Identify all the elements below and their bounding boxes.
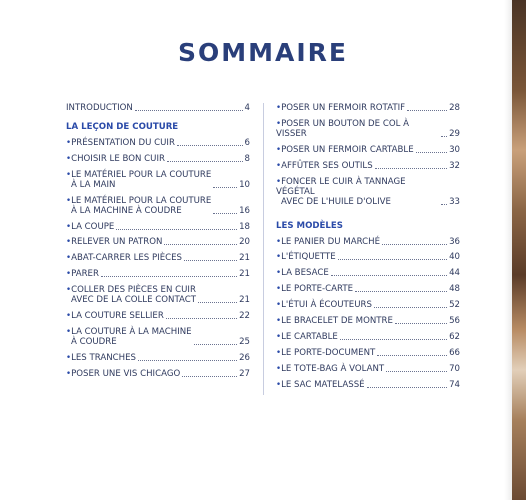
toc-entry-page: 33 bbox=[449, 196, 460, 207]
toc-entry[interactable] bbox=[276, 268, 460, 278]
column-divider bbox=[263, 103, 264, 395]
dot-leader bbox=[164, 244, 237, 245]
toc-entry-page: 10 bbox=[239, 179, 250, 190]
toc-entry-label-text: LE PORTE-CARTE bbox=[281, 284, 354, 295]
toc-entry-label bbox=[66, 154, 165, 164]
toc-entry-label-text: L'ÉTIQUETTE bbox=[281, 252, 336, 263]
dot-leader bbox=[441, 136, 447, 137]
toc-entry-label bbox=[66, 253, 182, 263]
toc-entry-page: 70 bbox=[449, 363, 460, 374]
bullet-icon: • bbox=[66, 169, 72, 180]
toc-entry-label bbox=[276, 145, 414, 155]
toc-entry[interactable] bbox=[276, 332, 460, 342]
toc-entry-label-text: L'ÉTUI À ÉCOUTEURS bbox=[281, 300, 372, 311]
toc-list-lecon bbox=[66, 138, 250, 379]
section-heading-lecon: LA LEÇON DE COUTURE bbox=[66, 122, 179, 132]
toc-entry[interactable] bbox=[66, 253, 250, 263]
toc-entry-label-text: CHOISIR LE BON CUIR bbox=[71, 153, 165, 164]
dot-leader bbox=[407, 110, 447, 111]
bullet-icon: • bbox=[276, 347, 282, 358]
toc-entry-label-text: LE PANIER DU MARCHÉ bbox=[281, 236, 381, 247]
toc-entry[interactable] bbox=[276, 284, 460, 294]
toc-entry-label bbox=[276, 237, 380, 247]
toc-entry-label bbox=[276, 103, 405, 113]
toc-entry-label-text: LE BRACELET DE MONTRE bbox=[281, 316, 393, 327]
toc-list-modeles bbox=[276, 237, 460, 390]
dot-leader bbox=[194, 344, 237, 345]
toc-entry-label-text: PARER bbox=[71, 269, 99, 280]
dot-leader bbox=[377, 355, 447, 356]
toc-entry-page: 66 bbox=[449, 347, 460, 358]
toc-entry-page: 28 bbox=[449, 103, 460, 113]
bullet-icon: • bbox=[66, 153, 72, 164]
toc-left-column bbox=[66, 103, 250, 385]
toc-entry-label bbox=[276, 380, 365, 390]
bullet-icon: • bbox=[66, 368, 72, 379]
toc-entry-label bbox=[276, 316, 393, 326]
bullet-icon: • bbox=[66, 285, 72, 296]
dot-leader bbox=[382, 244, 447, 245]
toc-entry-label bbox=[66, 353, 136, 363]
toc-entry-label bbox=[276, 177, 439, 207]
toc-entry-page: 25 bbox=[239, 336, 250, 347]
toc-entry-label-line1: LE MATÉRIEL POUR LA COUTURE bbox=[71, 169, 212, 180]
toc-entry-page: 20 bbox=[239, 237, 250, 248]
bullet-icon: • bbox=[66, 221, 72, 232]
bullet-icon: • bbox=[66, 237, 72, 248]
toc-entry[interactable] bbox=[276, 145, 460, 155]
toc-entry-page: 30 bbox=[449, 144, 460, 155]
toc-entry-label bbox=[66, 269, 99, 279]
bullet-icon: • bbox=[66, 326, 72, 337]
toc-entry-label-text: PRÉSENTATION DU CUIR bbox=[71, 138, 175, 148]
toc-entry-label-text: LE CARTABLE bbox=[281, 331, 338, 342]
dot-leader bbox=[213, 213, 237, 214]
toc-entry[interactable] bbox=[66, 222, 250, 232]
bullet-icon: • bbox=[276, 118, 282, 129]
toc-entry-label-line1: LA COUTURE À LA MACHINE bbox=[71, 326, 192, 337]
toc-entry-page: 62 bbox=[449, 331, 460, 342]
toc-entry-label bbox=[66, 285, 196, 305]
toc-entry-label-line2: À LA MACHINE À COUDRE bbox=[71, 205, 182, 216]
bullet-icon: • bbox=[276, 300, 282, 311]
toc-entry-label bbox=[66, 222, 114, 232]
toc-entry-label-text: ABAT-CARRER LES PIÈCES bbox=[71, 253, 183, 264]
toc-entry-page: 26 bbox=[239, 352, 250, 363]
toc-entry-page: 16 bbox=[239, 205, 250, 216]
bullet-icon: • bbox=[276, 252, 282, 263]
bullet-icon: • bbox=[276, 331, 282, 342]
dot-leader bbox=[166, 318, 237, 319]
toc-entry[interactable] bbox=[276, 252, 460, 262]
toc-entry[interactable] bbox=[66, 138, 250, 148]
toc-entry-label-text: POSER UN FERMOIR ROTATIF bbox=[281, 103, 406, 113]
bullet-icon: • bbox=[276, 379, 282, 390]
section-heading-modeles: LES MODÈLES bbox=[276, 220, 343, 231]
toc-entry-page: 18 bbox=[239, 221, 250, 232]
toc-entry-label bbox=[276, 364, 384, 374]
toc-entry-page: 4 bbox=[244, 103, 250, 113]
toc-entry-label-text: LE SAC MATELASSÉ bbox=[281, 379, 365, 390]
toc-entry[interactable] bbox=[66, 311, 250, 321]
dot-leader bbox=[416, 152, 447, 153]
toc-entry[interactable] bbox=[276, 364, 460, 374]
toc-entry[interactable] bbox=[276, 300, 460, 310]
dot-leader bbox=[101, 276, 237, 277]
dot-leader bbox=[395, 323, 447, 324]
toc-entry-label-text: LE TOTE-BAG À VOLANT bbox=[281, 363, 385, 374]
bullet-icon: • bbox=[66, 138, 72, 148]
toc-entry-label: INTRODUCTION bbox=[66, 103, 133, 113]
toc-entry-page: 21 bbox=[239, 295, 250, 306]
bullet-icon: • bbox=[276, 268, 282, 279]
toc-entry-label bbox=[66, 138, 175, 148]
dot-leader bbox=[367, 387, 447, 388]
dot-leader bbox=[331, 275, 447, 276]
toc-entry[interactable] bbox=[276, 316, 460, 326]
bullet-icon: • bbox=[66, 352, 72, 363]
toc-entry-label-text: LA COUTURE SELLIER bbox=[71, 311, 164, 322]
toc-entry-label-text: POSER UN FERMOIR CARTABLE bbox=[281, 144, 414, 155]
toc-entry-label bbox=[66, 311, 164, 321]
toc-entry-label-line2: AVEC DE LA COLLE CONTACT bbox=[71, 295, 196, 306]
toc-entry[interactable] bbox=[276, 380, 460, 390]
toc-entry[interactable] bbox=[66, 327, 250, 347]
toc-entry-page: 29 bbox=[449, 128, 460, 139]
bullet-icon: • bbox=[66, 311, 72, 322]
toc-entry-label bbox=[276, 252, 336, 262]
toc-entry-label bbox=[276, 284, 353, 294]
page-shadow bbox=[504, 0, 512, 500]
toc-entry[interactable] bbox=[66, 170, 250, 190]
toc-entry[interactable] bbox=[276, 177, 460, 207]
toc-entry-label-text: POSER UN BOUTON DE COL À VISSER bbox=[276, 118, 409, 139]
background-photo-edge bbox=[512, 0, 526, 500]
toc-entry-label-text: LE PORTE-DOCUMENT bbox=[281, 347, 376, 358]
toc-entry-label bbox=[66, 196, 211, 216]
dot-leader bbox=[375, 168, 447, 169]
toc-entry-label bbox=[276, 119, 439, 139]
toc-entry[interactable] bbox=[276, 161, 460, 171]
toc-entry-page: 48 bbox=[449, 284, 460, 295]
dot-leader bbox=[213, 187, 237, 188]
dot-leader bbox=[182, 376, 237, 377]
bullet-icon: • bbox=[276, 160, 282, 171]
toc-entry-page: 56 bbox=[449, 316, 460, 327]
toc-entry-label bbox=[66, 237, 162, 247]
dot-leader bbox=[198, 302, 237, 303]
dot-leader bbox=[167, 161, 243, 162]
toc-entry-page: 6 bbox=[244, 138, 250, 148]
dot-leader bbox=[184, 260, 237, 261]
toc-entry-label-line1: LE MATÉRIEL POUR LA COUTURE bbox=[71, 195, 212, 206]
dot-leader bbox=[177, 145, 243, 146]
toc-entry[interactable] bbox=[276, 103, 460, 113]
toc-entry[interactable] bbox=[66, 196, 250, 216]
bullet-icon: • bbox=[66, 269, 72, 280]
toc-entry-introduction[interactable] bbox=[66, 103, 250, 113]
toc-entry-label bbox=[66, 170, 211, 190]
toc-entry[interactable] bbox=[276, 348, 460, 358]
toc-entry-label bbox=[276, 332, 338, 342]
toc-entry-label bbox=[66, 369, 180, 379]
bullet-icon: • bbox=[276, 144, 282, 155]
toc-list-lecon-continued bbox=[276, 103, 460, 207]
toc-entry-page: 44 bbox=[449, 268, 460, 279]
toc-entry-label-line2: À LA MAIN bbox=[71, 179, 116, 190]
dot-leader bbox=[338, 259, 447, 260]
toc-entry-label bbox=[276, 348, 375, 358]
toc-entry-page: 32 bbox=[449, 160, 460, 171]
toc-entry-label-line2: AVEC DE L'HUILE D'OLIVE bbox=[281, 196, 391, 207]
dot-leader bbox=[116, 229, 237, 230]
bullet-icon: • bbox=[276, 284, 282, 295]
toc-entry-label-line1: FONCER LE CUIR À TANNAGE VÉGÉTAL bbox=[276, 176, 406, 197]
dot-leader bbox=[340, 339, 447, 340]
toc-entry-label-text: AFFÛTER SES OUTILS bbox=[281, 160, 373, 171]
toc-entry-label-line2: À COUDRE bbox=[71, 336, 117, 347]
toc-entry-page: 40 bbox=[449, 252, 460, 263]
toc-entry-page: 52 bbox=[449, 300, 460, 311]
dot-leader bbox=[355, 291, 447, 292]
toc-entry-label-line1: COLLER DES PIÈCES EN CUIR bbox=[71, 285, 196, 296]
bullet-icon: • bbox=[276, 236, 282, 247]
toc-entry-label bbox=[276, 300, 372, 310]
bullet-icon: • bbox=[66, 195, 72, 206]
page-title: SOMMAIRE bbox=[178, 38, 348, 67]
toc-entry[interactable] bbox=[276, 237, 460, 247]
toc-entry-page: 74 bbox=[449, 379, 460, 390]
toc-entry-page: 21 bbox=[239, 253, 250, 264]
toc-entry-label-text: RELEVER UN PATRON bbox=[71, 237, 163, 248]
dot-leader bbox=[138, 360, 237, 361]
bullet-icon: • bbox=[276, 363, 282, 374]
toc-entry[interactable] bbox=[66, 369, 250, 379]
toc-entry-label-text: POSER UNE VIS CHICAGO bbox=[71, 368, 181, 379]
bullet-icon: • bbox=[66, 253, 72, 264]
toc-right-column bbox=[276, 103, 460, 395]
toc-entry-page: 27 bbox=[239, 368, 250, 379]
dot-leader bbox=[386, 371, 447, 372]
toc-entry-page: 22 bbox=[239, 311, 250, 322]
toc-entry[interactable] bbox=[66, 353, 250, 363]
toc-entry[interactable] bbox=[66, 154, 250, 164]
dot-leader bbox=[135, 110, 243, 111]
toc-entry-label-text: LA BESACE bbox=[281, 268, 329, 279]
toc-entry[interactable] bbox=[66, 237, 250, 247]
bullet-icon: • bbox=[276, 176, 282, 187]
toc-entry-page: 36 bbox=[449, 236, 460, 247]
toc-entry-label bbox=[276, 268, 329, 278]
toc-entry-page: 21 bbox=[239, 269, 250, 280]
toc-entry[interactable] bbox=[66, 285, 250, 305]
bullet-icon: • bbox=[276, 316, 282, 327]
dot-leader bbox=[441, 204, 447, 205]
bullet-icon: • bbox=[276, 103, 282, 113]
dot-leader bbox=[374, 307, 447, 308]
toc-entry[interactable] bbox=[276, 119, 460, 139]
toc-entry-label-text: LES TRANCHES bbox=[71, 352, 137, 363]
toc-entry-label bbox=[276, 161, 373, 171]
toc-entry-label-text: LA COUPE bbox=[71, 221, 115, 232]
toc-entry-label bbox=[66, 327, 192, 347]
toc-entry-page: 8 bbox=[244, 153, 250, 164]
toc-entry[interactable] bbox=[66, 269, 250, 279]
